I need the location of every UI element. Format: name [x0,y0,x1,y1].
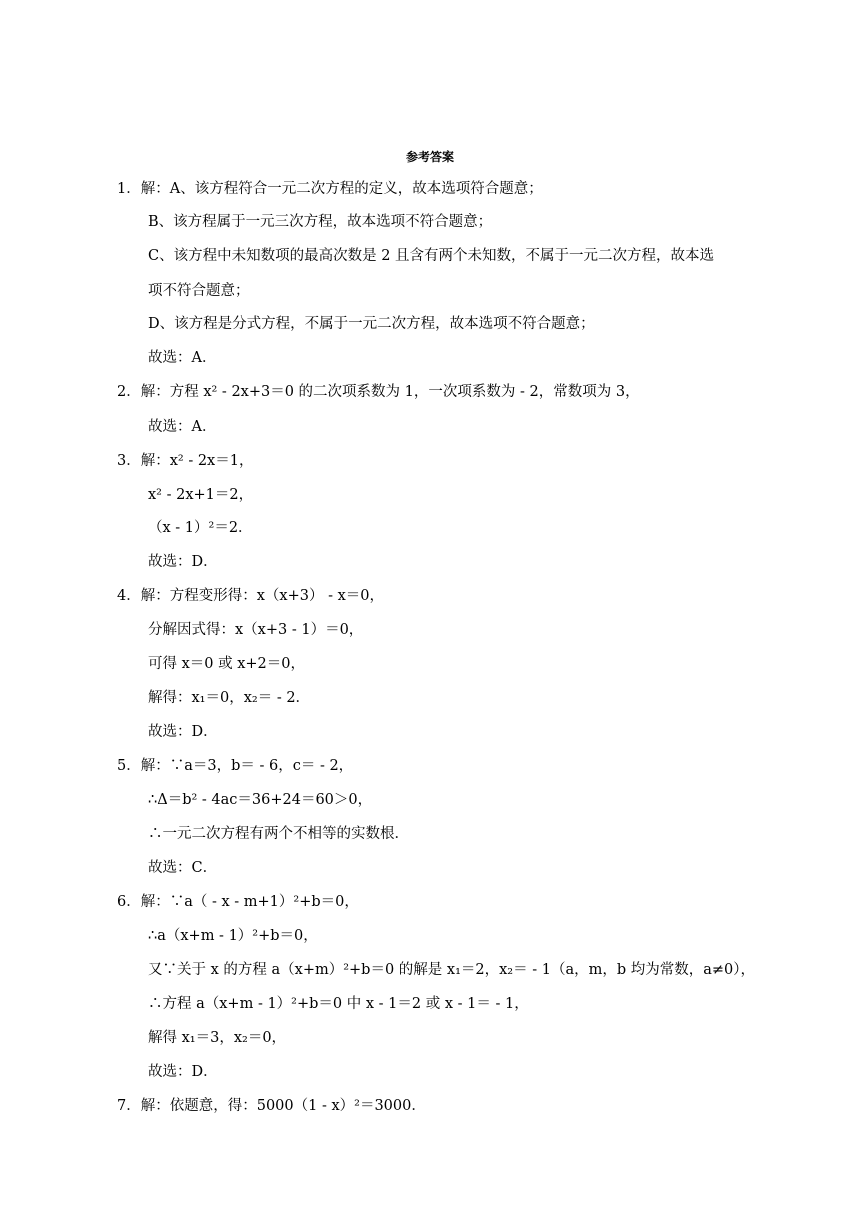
answer-line: 6．解：∵a（ - x - m+1）²+b＝0， [117,894,359,910]
answer-line: 又∵关于 x 的方程 a（x+m）²+b＝0 的解是 x₁＝2，x₂＝ - 1（a，m，b 均为常数，a≠0）， [148,962,756,978]
answer-line: 故选：D． [148,554,218,570]
answer-line: 2．解：方程 x² - 2x+3＝0 的二次项系数为 1，一次项系数为 - 2，常数项为 3， [117,384,640,400]
answer-line: 故选：C． [148,860,218,876]
answer-line: B、该方程属于一元三次方程，故本选项不符合题意； [148,214,493,230]
page-title: 参考答案 [405,150,454,164]
answer-line: 故选：A． [148,350,217,366]
answer-line: 故选：D． [148,1064,218,1080]
answer-line: 故选：A． [148,419,217,435]
answer-line: 解得：x₁＝0，x₂＝ - 2． [148,690,311,706]
answer-line: ∴a（x+m - 1）²+b＝0， [148,928,318,944]
answer-line: 分解因式得：x（x+3 - 1）＝0， [148,622,364,638]
answer-line: （x - 1）²＝2． [148,520,253,536]
answer-line: ∴方程 a（x+m - 1）²+b＝0 中 x - 1＝2 或 x - 1＝ - 1， [148,996,529,1012]
answer-line: C、该方程中未知数项的最高次数是 2 且含有两个未知数，不属于一元二次方程，故本选 [148,248,715,264]
answer-line: D、该方程是分式方程，不属于一元二次方程，故本选项不符合题意； [148,316,595,332]
answer-line: 解得 x₁＝3，x₂＝0， [148,1030,287,1046]
answer-line: 5．解：∵a＝3，b＝ - 6，c＝ - 2， [117,758,354,774]
answer-line: ∴一元二次方程有两个不相等的实数根． [148,826,409,842]
answer-line: 故选：D． [148,724,218,740]
answer-line: 1．解：A、该方程符合一元二次方程的定义，故本选项符合题意； [117,181,543,197]
answer-line: 7．解：依题意，得：5000（1 - x）²＝3000． [117,1098,426,1114]
answer-line: x² - 2x+1＝2， [148,487,254,503]
answer-line: 4．解：方程变形得：x（x+3） - x＝0， [117,588,384,604]
answer-line: ∴Δ＝b² - 4ac＝36+24＝60＞0， [148,792,373,808]
answer-line: 可得 x＝0 或 x+2＝0， [148,656,306,672]
answer-line: 3．解：x² - 2x＝1， [117,453,254,469]
answer-line: 项不符合题意； [148,283,250,299]
